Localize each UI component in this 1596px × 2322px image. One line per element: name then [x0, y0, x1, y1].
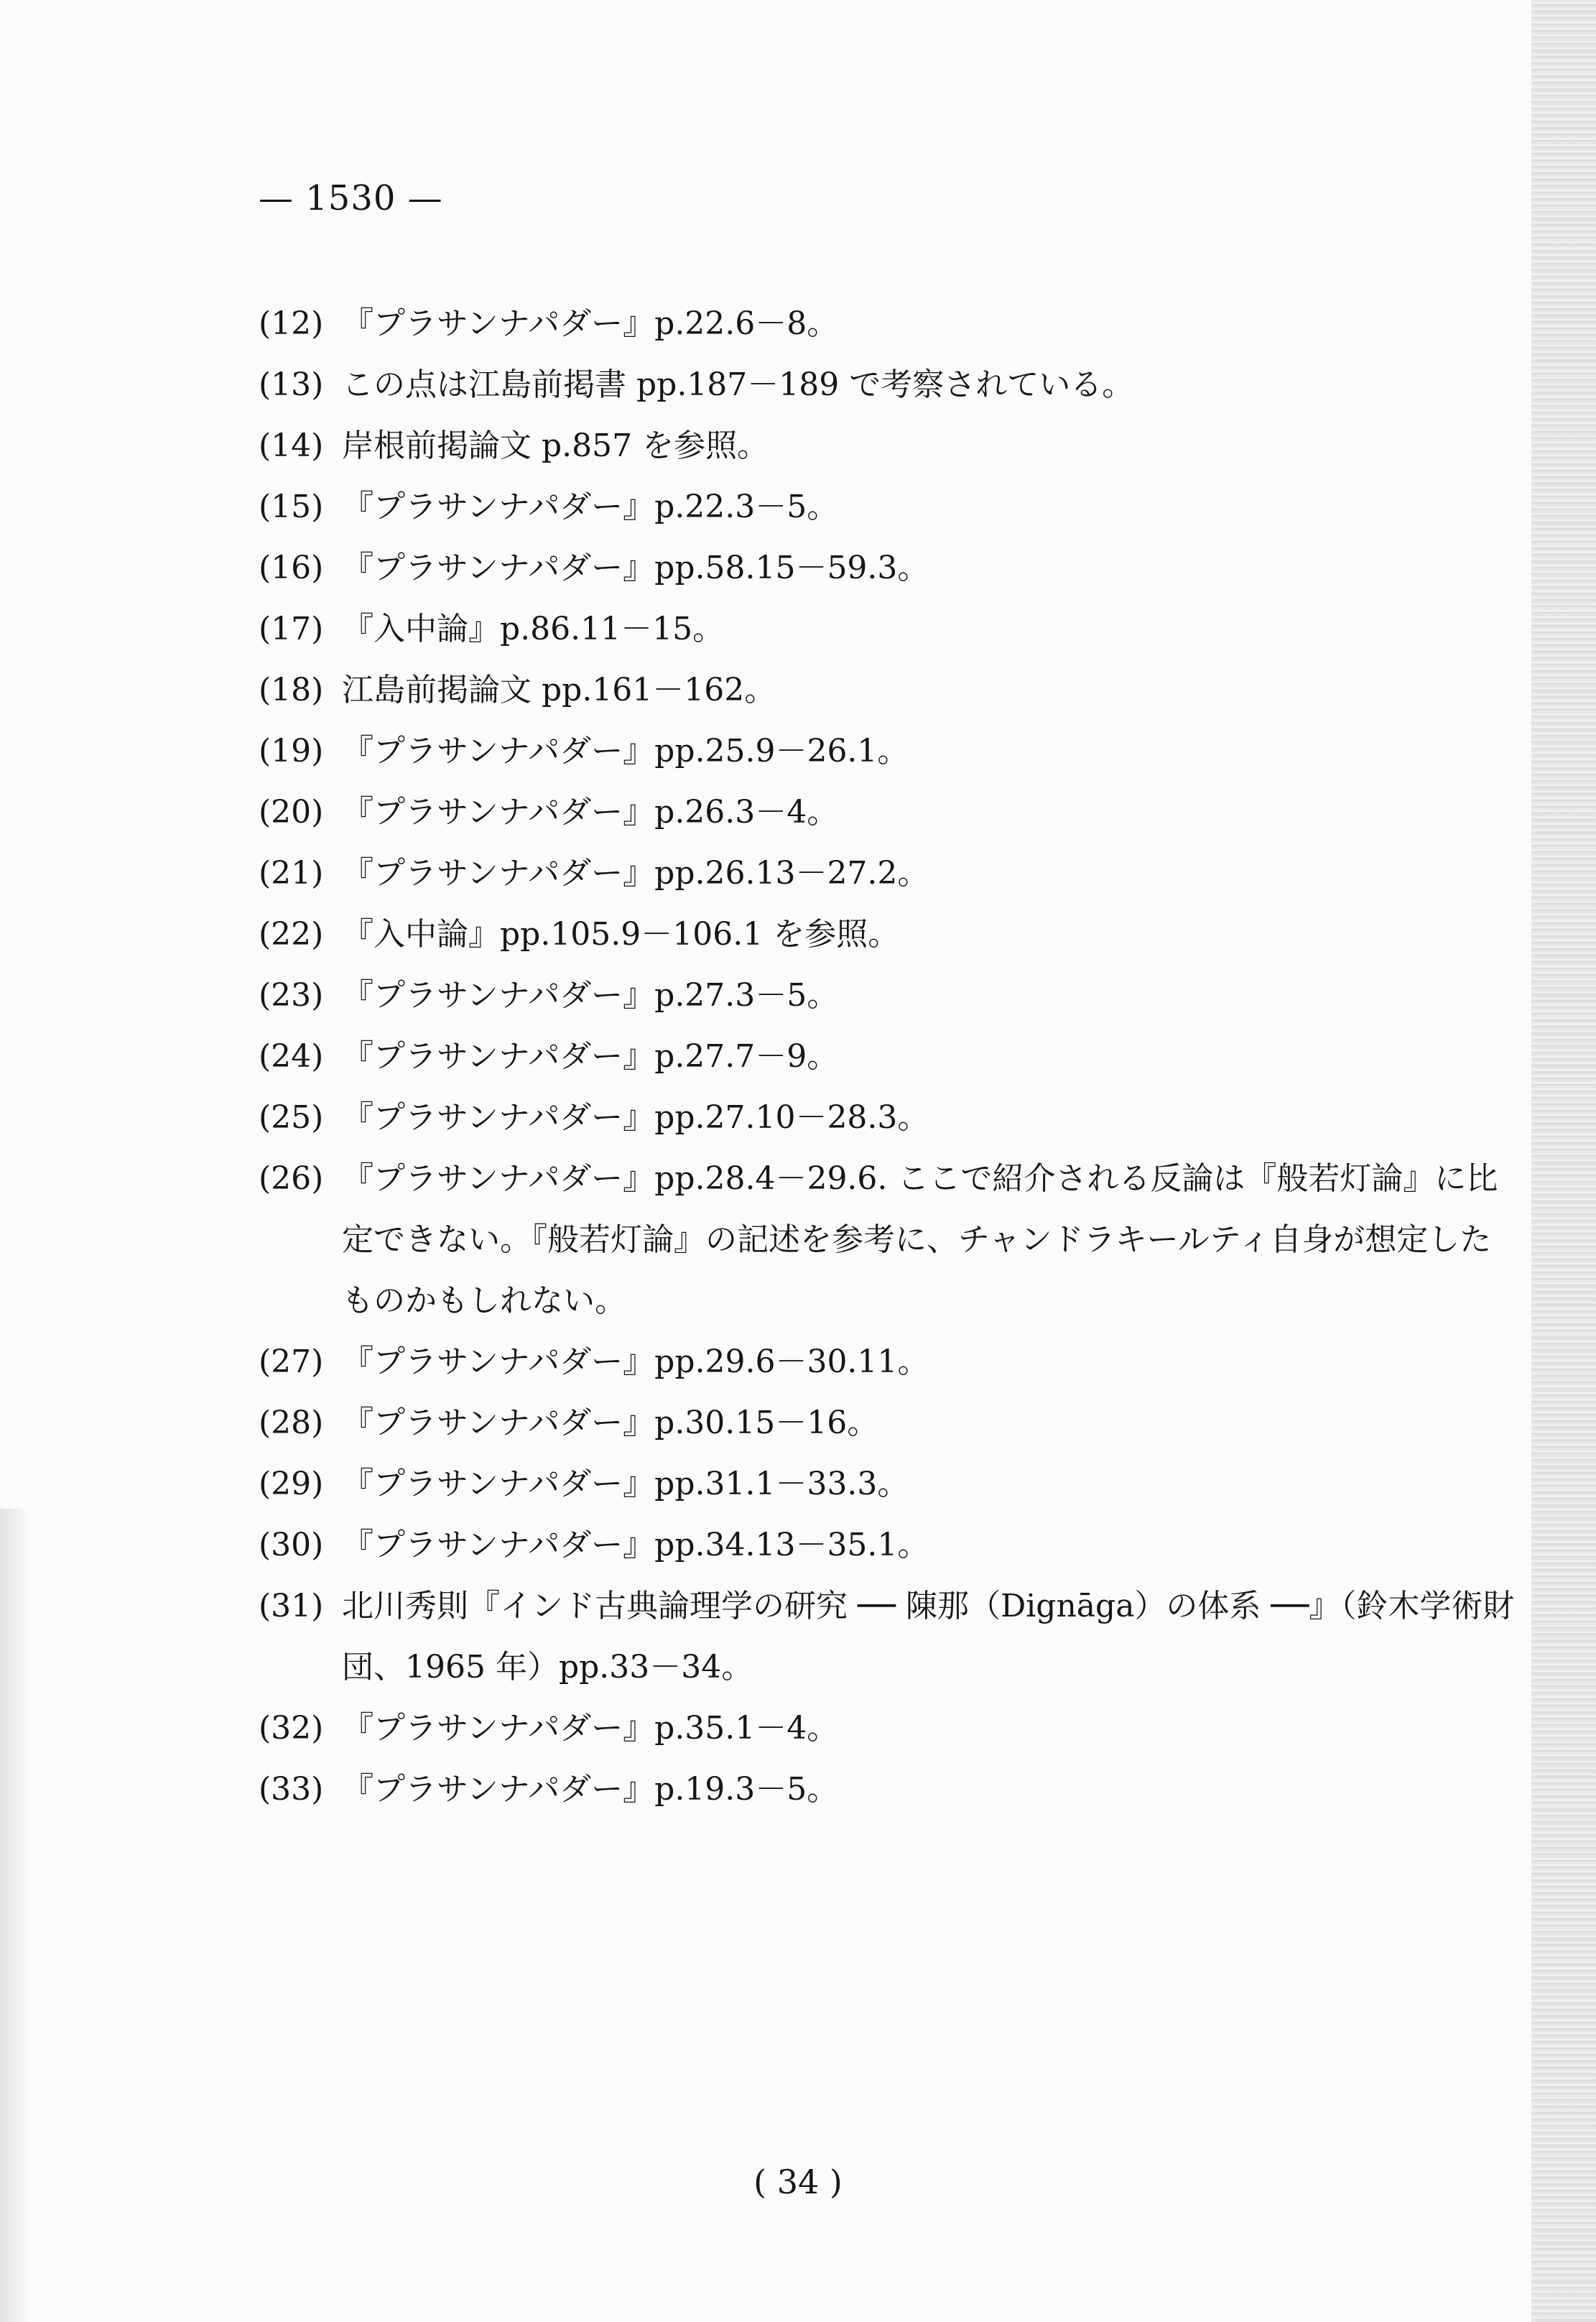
- footnote-number: (15): [259, 489, 324, 525]
- footnote-text: 岸根前掲論文 p.857 を参照。: [342, 427, 769, 464]
- page-footer-number: ( 34 ): [753, 2163, 843, 2201]
- footnote-number: (26): [259, 1160, 324, 1197]
- footnote-text: 『入中論』pp.105.9－106.1 を参照。: [342, 916, 900, 953]
- footnote-number: (22): [259, 916, 324, 953]
- footnote-29: [259, 1453, 1523, 1514]
- footnote-text: 江島前掲論文 pp.161－162。: [342, 672, 776, 708]
- footnote-text: 『プラサンナパダー』p.26.3－4。: [342, 794, 839, 831]
- footnote-text: 『プラサンナパダー』p.27.7－9。: [342, 1038, 839, 1075]
- footnote-text: 『プラサンナパダー』p.27.3－5。: [342, 977, 839, 1014]
- footnote-25: [259, 1087, 1523, 1148]
- footnote-22: [259, 904, 1523, 965]
- footnote-number: (19): [259, 733, 324, 769]
- footnote-20: [259, 782, 1523, 843]
- footnote-number: (28): [259, 1405, 324, 1441]
- page-header-number: — 1530 —: [259, 178, 443, 218]
- footnote-text: 『プラサンナパダー』p.22.3－5。: [342, 489, 839, 525]
- footnote-18: [259, 660, 1523, 721]
- footnote-number: (32): [259, 1710, 324, 1747]
- footnote-16: [259, 537, 1523, 598]
- footnote-26: [259, 1148, 1523, 1331]
- footnote-number: (12): [259, 305, 324, 342]
- footnote-number: (13): [259, 366, 324, 403]
- footnote-text: 『プラサンナパダー』pp.29.6－30.11。: [342, 1343, 929, 1380]
- footnote-12: [259, 293, 1523, 354]
- footnote-number: (29): [259, 1466, 324, 1502]
- footnote-15: [259, 476, 1523, 537]
- footnote-number: (33): [259, 1771, 324, 1808]
- footnote-text: 『プラサンナパダー』pp.25.9－26.1。: [342, 733, 909, 769]
- footnote-28: [259, 1392, 1523, 1453]
- footnote-32: [259, 1698, 1523, 1759]
- footnote-text: 『プラサンナパダー』pp.28.4－29.6. ここで紹介される反論は『般若灯論』に比定できない。『般若灯論』の記述を参考に、チャンドラキールティ自身が想定したものかもしれない。: [342, 1160, 1498, 1319]
- footnote-text: 北川秀則『インド古典論理学の研究 ── 陳那（Dignāga）の体系 ──』（鈴木学術財団、1965 年）pp.33－34。: [342, 1588, 1515, 1685]
- footnote-23: [259, 965, 1523, 1026]
- footnote-number: (16): [259, 550, 324, 586]
- footnote-number: (25): [259, 1099, 324, 1136]
- footnote-text: 『入中論』p.86.11－15。: [342, 611, 725, 647]
- footnote-31: [259, 1576, 1523, 1698]
- footnote-24: [259, 1026, 1523, 1087]
- footnote-33: [259, 1759, 1523, 1820]
- footnote-text: 『プラサンナパダー』pp.26.13－27.2。: [342, 855, 929, 892]
- footnote-number: (14): [259, 427, 324, 464]
- footnote-number: (23): [259, 977, 324, 1014]
- footnote-text: 『プラサンナパダー』pp.58.15－59.3。: [342, 550, 929, 586]
- footnote-21: [259, 843, 1523, 904]
- footnote-14: [259, 415, 1523, 476]
- footnote-number: (20): [259, 794, 324, 831]
- footnote-19: [259, 721, 1523, 782]
- footnote-number: (17): [259, 611, 324, 647]
- footnote-number: (30): [259, 1527, 324, 1563]
- footnote-text: 『プラサンナパダー』p.22.6－8。: [342, 305, 839, 342]
- footnote-text: 『プラサンナパダー』p.19.3－5。: [342, 1771, 839, 1808]
- footnote-number: (21): [259, 855, 324, 892]
- footnote-text: 『プラサンナパダー』pp.34.13－35.1。: [342, 1527, 929, 1563]
- footnote-text: 『プラサンナパダー』p.30.15－16。: [342, 1405, 879, 1441]
- footnote-text: 『プラサンナパダー』p.35.1－4。: [342, 1710, 839, 1747]
- footnote-13: [259, 354, 1523, 415]
- footnotes-list: [259, 293, 1523, 1820]
- footnote-text: 『プラサンナパダー』pp.31.1－33.3。: [342, 1466, 909, 1502]
- footnote-number: (24): [259, 1038, 324, 1075]
- footnote-number: (27): [259, 1343, 324, 1380]
- footnote-27: [259, 1331, 1523, 1392]
- footnote-17: [259, 598, 1523, 660]
- footnote-text: 『プラサンナパダー』pp.27.10－28.3。: [342, 1099, 929, 1136]
- footnote-number: (18): [259, 672, 324, 708]
- footnote-text: この点は江島前掲書 pp.187－189 で考察されている。: [342, 366, 1134, 403]
- footnote-number: (31): [259, 1588, 324, 1624]
- footnote-30: [259, 1514, 1523, 1576]
- scanned-page-edge: [1531, 0, 1596, 2322]
